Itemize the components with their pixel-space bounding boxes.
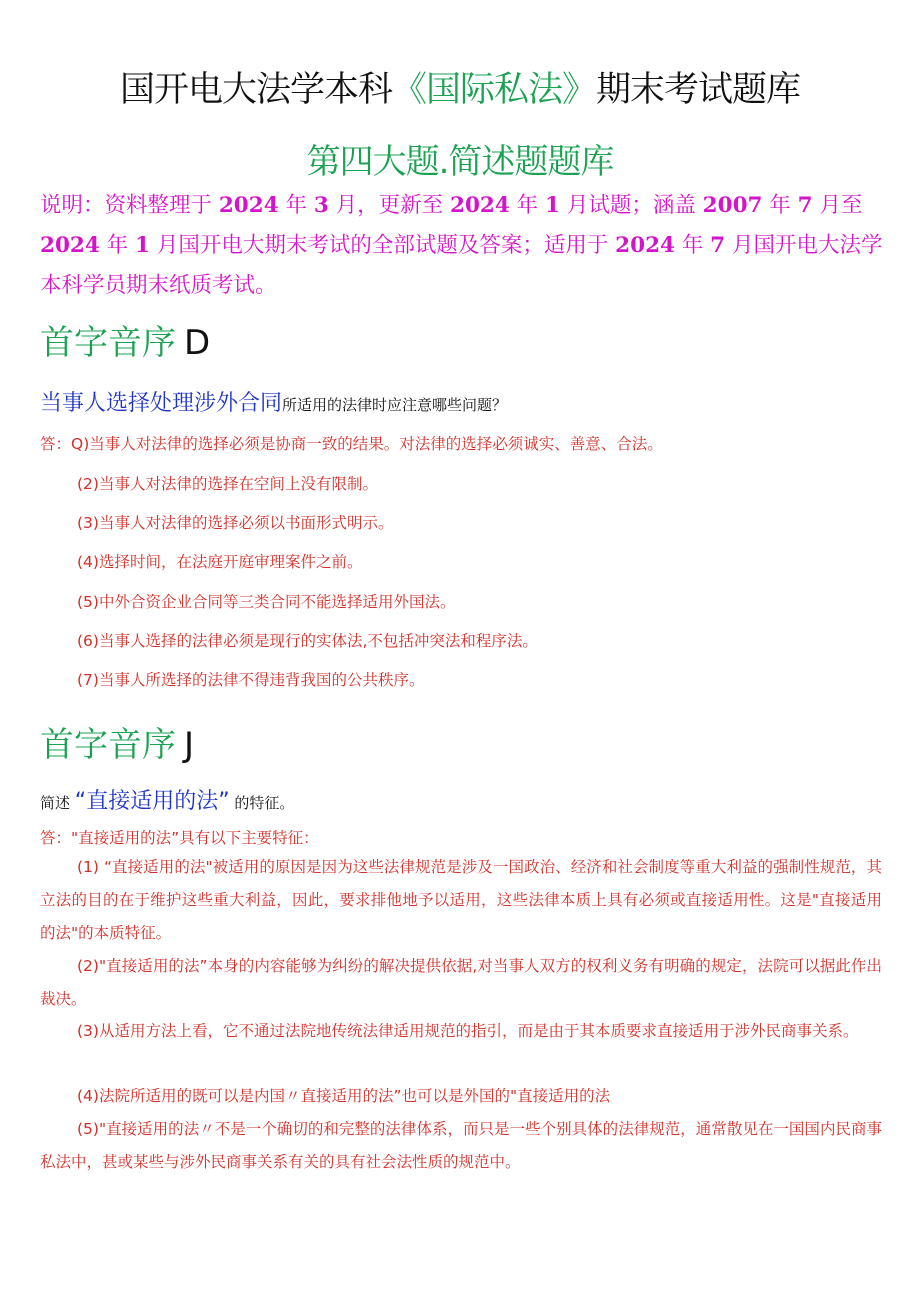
note-text: 月，更新至 <box>328 193 450 218</box>
answer-paragraph: (1) “直接适用的法"被适用的原因是因为这些法律规范是涉及一国政治、经济和社会制度等重大利益的强制性规范，其立法的目的在于维护这些重大利益，因此，要求排他地予以适用，这些法律本质上具有必须或直接适用性。这是"直接适用的法"的本质特征。 <box>40 858 882 942</box>
note-number: 2024 <box>40 233 100 258</box>
answer-paragraph: (2)"直接适用的法”本身的内容能够为纠纷的解决提供依据,对当事人双方的权利义务有明确的规定，法院可以据此作出裁决。 <box>40 957 882 1008</box>
note-text: 年 <box>675 233 711 258</box>
section-label: 首字音序 <box>40 323 176 363</box>
answer-item: (2)当事人对法律的选择在空间上没有限制。 <box>77 475 378 493</box>
note-number: 1 <box>135 233 150 258</box>
answer-line: 答：Q)当事人对法律的选择必须是协商一致的结果。对法律的选择必须诚实、善意、合法。 <box>40 435 663 453</box>
note-text: 说明：资料整理于 <box>40 193 219 218</box>
page-title <box>0 62 920 112</box>
note-text: 月至 <box>812 193 863 218</box>
note-text: 月国开电大期末考试的全部试题及答案；适用于 <box>149 233 616 258</box>
note-number: 7 <box>797 193 813 218</box>
note-number: 2007 <box>702 193 763 218</box>
section-heading-d <box>40 315 210 364</box>
title-suffix: 期末考试题库 <box>596 70 801 110</box>
answer-item: (4)选择时间，在法庭开庭审理案件之前。 <box>77 553 363 571</box>
question-j-1 <box>40 784 294 815</box>
note-number: 2024 <box>615 233 675 258</box>
section-letter: D <box>184 323 211 363</box>
answer-item: (6)当事人选择的法律必须是现行的实体法,不包括冲突法和程序法。 <box>77 632 538 650</box>
answer-paragraph: (4)法院所适用的既可以是内国〃直接适用的法”也可以是外国的"直接适用的法 <box>77 1087 611 1105</box>
description-note <box>40 186 885 306</box>
question-keyword: “直接适用的法” <box>74 789 230 814</box>
answer-item: (5)中外合资企业合同等三类合同不能选择适用外国法。 <box>77 593 456 611</box>
question-text: 的特征。 <box>234 794 295 812</box>
question-d-1 <box>40 386 507 417</box>
answer-paragraph: (3)从适用方法上看，它不通过法院地传统法律适用规范的指引，而是由于其本质要求直接适用于涉外民商事关系。 <box>77 1022 859 1040</box>
note-number: 7 <box>710 233 726 258</box>
note-number: 2024 <box>218 193 279 218</box>
title-prefix: 国开电大法学本科 <box>119 70 392 110</box>
note-text: 年 <box>762 193 798 218</box>
note-text: 年 <box>99 233 136 258</box>
question-text: 所适用的法律时应注意哪些问题？ <box>282 396 508 414</box>
note-number: 2024 <box>450 193 510 218</box>
note-text: 月试题；涵盖 <box>559 193 703 218</box>
section-heading-j <box>40 717 194 766</box>
page-subtitle: 第四大题.简述题题库 <box>306 142 614 182</box>
note-text: 年 <box>278 193 314 218</box>
answer-item: (7)当事人所选择的法律不得违背我国的公共秩序。 <box>77 671 425 689</box>
section-label: 首字音序 <box>40 725 176 765</box>
question-prefix: 简述 <box>40 794 71 812</box>
section-letter: J <box>184 725 195 765</box>
note-number: 1 <box>545 193 560 218</box>
answer-item: (3)当事人对法律的选择必须以书面形式明示。 <box>77 514 394 532</box>
answer-line: 答："直接适用的法”具有以下主要特征： <box>40 829 319 847</box>
note-number: 3 <box>313 193 329 218</box>
question-keyword: 当事人选择处理涉外合同 <box>40 391 283 416</box>
title-course-name: 《国际私法》 <box>391 70 596 110</box>
answer-paragraph: (5)"直接适用的法〃不是一个确切的和完整的法律体系，而只是一些个别具体的法律规范，通常散见在一国国内民商事私法中，甚或某些与涉外民商事关系有关的具有社会法性质的规范中。 <box>40 1120 882 1171</box>
note-text: 年 <box>509 193 546 218</box>
note-text: 月国开电大法学本科学员期末纸质考试。 <box>40 233 883 298</box>
